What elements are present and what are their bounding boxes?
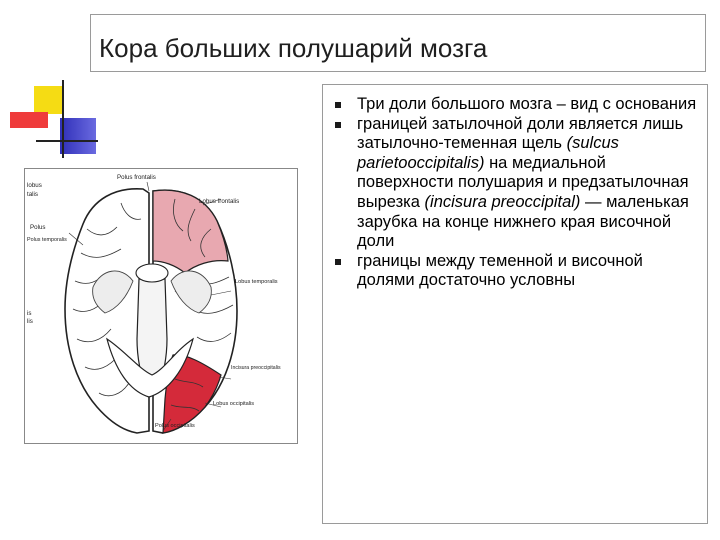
red-bar — [10, 112, 48, 128]
bullet-marker-icon — [335, 102, 341, 108]
text-box — [322, 84, 708, 524]
bullet-text: Три доли большого мозга – вид с основания — [357, 95, 697, 113]
bullet-text: — маленькая зарубка на конце нижнего края височной доли — [357, 192, 689, 251]
label-polus-temporalis-line1: Polus — [30, 224, 46, 231]
label-left-fragment-2: talis — [27, 191, 39, 198]
title-box — [90, 14, 706, 72]
label-polus-occipitalis: Polus occipitalis — [155, 423, 195, 429]
label-polus-frontalis: Polus frontalis — [117, 174, 156, 181]
bullet-marker-icon — [335, 122, 341, 128]
label-left-fragment-4: lis — [27, 318, 33, 325]
bullet-item — [323, 115, 707, 252]
blue-square — [60, 118, 96, 154]
label-lobus-frontalis: Lobus frontalis — [199, 198, 240, 205]
label-incisura-preoccipitalis: Incisura preoccipitalis — [231, 365, 281, 371]
bullet-text-latin-term: (sulcus parietooccipitalis) — [357, 134, 619, 172]
brain-inferior-view-illustration — [25, 169, 298, 444]
label-lobus-occipitalis: Lobus occipitalis — [213, 401, 255, 407]
label-polus-temporalis: Polus temporalis — [27, 237, 67, 243]
bullet-text: границей затылочной доли является лишь затылочно-теменная щель — [357, 114, 684, 153]
optic-chiasm — [136, 264, 168, 282]
bullet-marker-icon — [335, 259, 341, 265]
horizontal-line — [36, 140, 98, 142]
label-lobus-temporalis: Lobus temporalis — [235, 279, 278, 285]
vertical-line — [62, 80, 64, 158]
bullet-list — [323, 95, 707, 291]
brain-figure — [24, 168, 298, 444]
slide-title: Кора больших полушарий мозга — [99, 33, 488, 63]
bullet-text-latin-term: (incisura preoccipital) — [424, 192, 581, 211]
yellow-square — [34, 86, 62, 114]
bullet-item — [323, 95, 707, 115]
label-left-fragment-3: is — [27, 310, 32, 317]
bullet-text: границы между теменной и височной долями достаточно условны — [357, 251, 643, 290]
bullet-text: на медиальной поверхности полушария и предзатылочная вырезка — [357, 153, 689, 211]
bullet-item — [323, 252, 707, 291]
label-left-fragment-1: lobus — [27, 182, 42, 189]
